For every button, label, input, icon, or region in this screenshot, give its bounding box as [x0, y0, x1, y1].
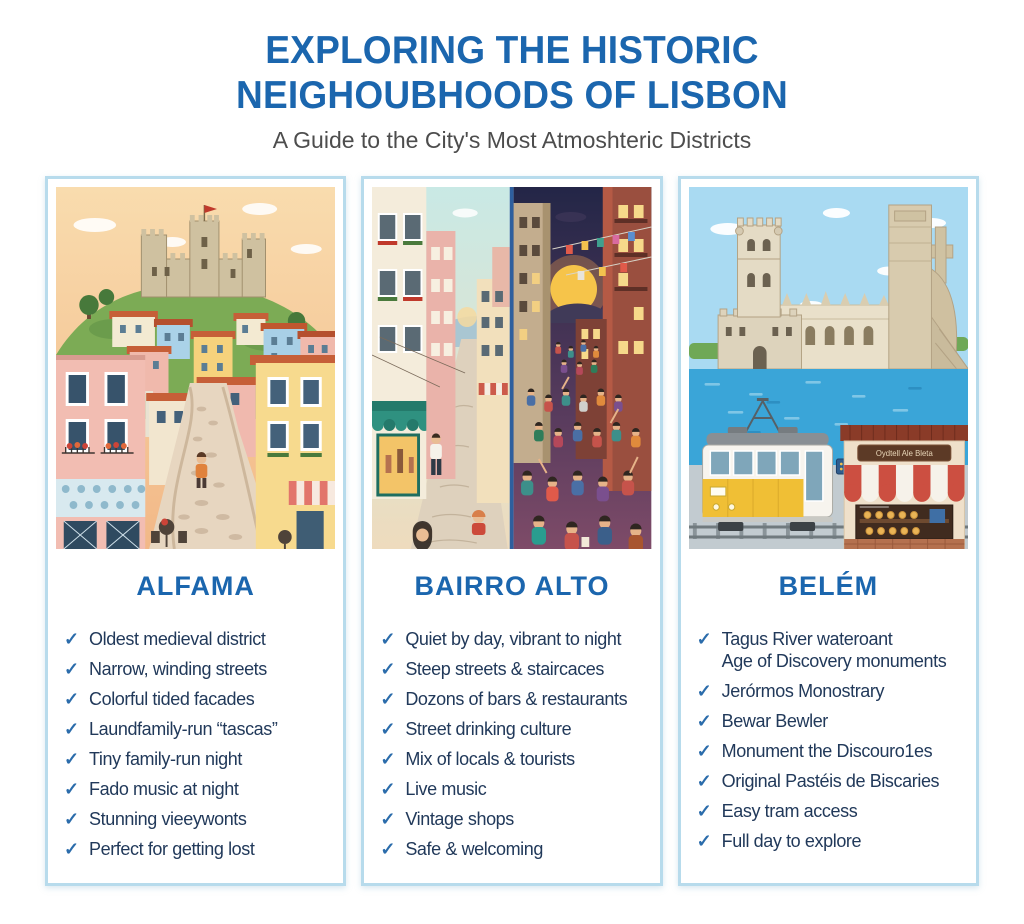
title-line-1: EXPLORING THE HISTORIC [265, 29, 759, 72]
feature-text: Oldest medieval district [89, 629, 266, 650]
red-awning [479, 383, 508, 395]
alfama-scene-svg [56, 187, 335, 549]
feature-item [380, 809, 651, 831]
feature-item [697, 771, 968, 793]
check-icon: ✓ [64, 689, 79, 710]
check-icon: ✓ [380, 659, 396, 680]
feature-item [64, 689, 335, 711]
feature-item [64, 749, 335, 771]
feature-item [697, 831, 968, 853]
feature-text: Live music [405, 779, 487, 800]
drink-cup [582, 537, 590, 547]
feature-text: Street drinking culture [405, 719, 572, 740]
feature-text: Vintage shops [405, 809, 514, 830]
column-title-belem: BELÉM [778, 571, 879, 602]
teal-awning [372, 401, 432, 431]
page-subtitle: A Guide to the City's Most Atmoshteric Districts [272, 127, 752, 154]
feature-item [380, 839, 651, 861]
check-icon: ✓ [696, 741, 712, 762]
check-icon: ✓ [696, 801, 712, 822]
check-icon: ✓ [696, 629, 712, 650]
feature-item [64, 719, 335, 741]
feature-text: Quiet by day, vibrant to night [405, 629, 622, 650]
feature-line-1: Tagus River wateroant [721, 629, 893, 650]
feature-item [380, 719, 651, 741]
check-icon: ✓ [64, 719, 79, 740]
feature-item [380, 749, 651, 771]
night-scene [514, 187, 652, 549]
feature-item [697, 681, 968, 703]
feature-item [380, 689, 651, 711]
check-icon: ✓ [64, 809, 79, 830]
poster-header [0, 0, 1024, 154]
check-icon: ✓ [64, 659, 79, 680]
day-left-building [372, 187, 432, 499]
left-townhouse [56, 355, 145, 549]
belem-scene-svg [689, 187, 968, 549]
feature-text: Easy tram access [721, 801, 858, 822]
feature-item [64, 659, 335, 681]
belem-illustration [689, 187, 968, 549]
page-title [26, 28, 999, 118]
feature-text: Full day to explore [721, 831, 862, 852]
feature-text: Dozons of bars & restaurants [405, 689, 628, 710]
feature-text: Monument the Discouro1es [721, 741, 933, 762]
belem-card [678, 176, 979, 886]
feature-item [380, 659, 651, 681]
alfama-card [45, 176, 346, 886]
feature-text: Steep streets & staircaces [405, 659, 605, 680]
check-icon: ✓ [64, 749, 79, 770]
feature-text [722, 629, 947, 673]
feature-item [697, 801, 968, 823]
column-title-alfama: ALFAMA [136, 571, 255, 602]
check-icon: ✓ [380, 779, 396, 800]
striped-awning [844, 465, 964, 502]
feature-text: Mix of locals & tourists [405, 749, 575, 770]
feature-text: Narrow, winding streets [89, 659, 267, 680]
feature-item [697, 629, 968, 673]
alfama-illustration [56, 187, 335, 549]
feature-item [380, 629, 651, 651]
right-townhouse [250, 355, 335, 549]
check-icon: ✓ [380, 749, 396, 770]
feature-text: Colorful tided facades [89, 689, 255, 710]
check-icon: ✓ [380, 629, 396, 650]
check-icon: ✓ [696, 771, 712, 792]
check-icon: ✓ [696, 711, 712, 732]
check-icon: ✓ [380, 839, 396, 860]
column-title-bairro-alto: BAIRRO ALTO [414, 571, 610, 602]
pastry-shop [840, 425, 968, 549]
feature-item [64, 839, 335, 861]
belem-feature-list [689, 629, 968, 853]
feature-item [64, 779, 335, 801]
feature-text: Original Pastéis de Biscaries [721, 771, 940, 792]
day-scene [372, 187, 510, 549]
district-cards [0, 176, 1024, 886]
feature-item [380, 779, 651, 801]
check-icon: ✓ [64, 629, 79, 650]
check-icon: ✓ [696, 681, 712, 702]
bairro-alto-illustration [372, 187, 651, 549]
day-right-buildings [477, 247, 510, 503]
feature-line-2: Age of Discovery monuments [721, 651, 947, 672]
display-window [855, 505, 952, 539]
feature-text: Bewar Bewler [721, 711, 828, 732]
feature-text: Safe & welcoming [405, 839, 543, 860]
bairro-alto-card [361, 176, 662, 886]
feature-item [64, 809, 335, 831]
bairro-alto-feature-list [372, 629, 651, 861]
night-left-building [514, 203, 551, 463]
alfama-feature-list [56, 629, 335, 861]
blue-display-item [929, 509, 945, 523]
feature-item [697, 741, 968, 763]
bairro-alto-scene-svg [372, 187, 651, 549]
check-icon: ✓ [380, 719, 396, 740]
day-night-divider [510, 187, 514, 549]
feature-text: Fado music at night [89, 779, 239, 800]
coral-awning [289, 481, 336, 505]
day-sun [458, 307, 477, 327]
feature-text: Stunning vieeywonts [89, 809, 247, 830]
shop-door [297, 511, 324, 549]
check-icon: ✓ [696, 831, 712, 852]
feature-text: Laundfamily-run “tascas” [89, 719, 278, 740]
feature-text: Tiny family-run night [89, 749, 242, 770]
azulejo-tiles [56, 479, 145, 517]
check-icon: ✓ [64, 779, 79, 800]
title-line-2: NEIGHOUBHOODS OF LISBON [236, 74, 788, 118]
feature-text: Jerórmos Monostrary [721, 681, 885, 702]
check-icon: ✓ [380, 689, 396, 710]
check-icon: ✓ [380, 809, 396, 830]
feature-text: Perfect for getting lost [89, 839, 255, 860]
feature-item [64, 629, 335, 651]
check-icon: ✓ [64, 839, 79, 860]
feature-item [697, 711, 968, 733]
shop-sign-text: Oydtell Ale Bleta [875, 449, 933, 459]
